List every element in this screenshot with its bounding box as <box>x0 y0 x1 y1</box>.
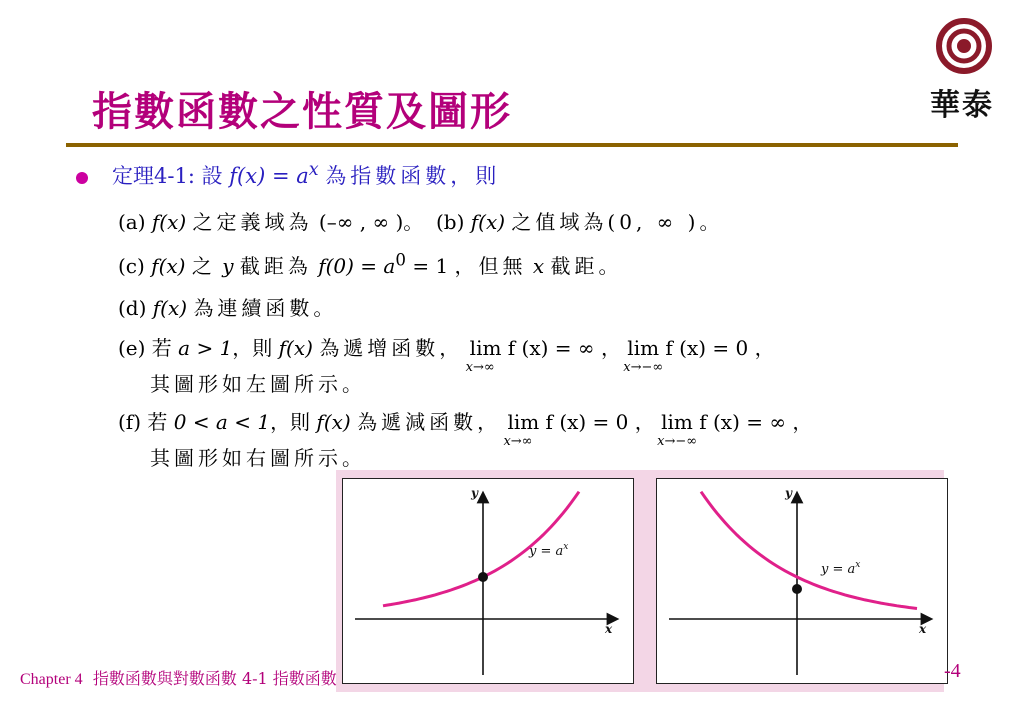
bullet-icon <box>76 172 88 184</box>
y-intercept-point <box>792 584 802 594</box>
property-a-fx: f(x) <box>151 210 187 234</box>
property-c-exp: 0 <box>395 250 406 270</box>
property-d-fx: f(x) <box>152 296 188 320</box>
theorem-prefix: 定理4-1: 設 <box>112 164 223 188</box>
property-e-limit-2: lim f (x) = 0 x→−∞ <box>623 336 749 375</box>
y-intercept-point <box>478 572 488 582</box>
property-f-text2: 為遞減函數， <box>357 410 502 434</box>
property-c-text3: ，但無 <box>454 254 527 278</box>
exponential-curve <box>701 492 917 609</box>
property-f-end: ， <box>792 410 813 434</box>
property-a-b <box>118 206 723 235</box>
page-number: -4 <box>944 660 961 682</box>
page-title: 指數函數之性質及圖形 <box>92 88 512 135</box>
footer-chapter: Chapter 4 <box>20 671 83 688</box>
property-f-label: (f) 若 <box>118 410 168 434</box>
x-axis-label: x <box>919 622 927 636</box>
property-a-text: 之定義域為 <box>192 210 313 234</box>
footer-section: 4-1 <box>241 669 268 688</box>
logo-ring-icon <box>936 18 992 74</box>
property-c-y: y <box>222 254 234 278</box>
footer-chapter-title: 指數函數與對數函數 <box>92 669 237 688</box>
property-e-limit-2-sub: x→−∞ <box>623 360 664 375</box>
graph-decreasing <box>656 478 948 684</box>
property-e-cond: a > 1 <box>178 336 233 360</box>
property-f-cond: 0 < a < 1 <box>173 410 271 434</box>
property-c-text2: 截距為 <box>239 254 312 278</box>
footer-section-title: 指數函數 <box>272 669 337 688</box>
property-f-limit-2-sub: x→−∞ <box>657 434 698 449</box>
property-c-x: x <box>532 254 545 278</box>
property-f-fx: f(x) <box>316 410 351 434</box>
property-b-label: (b) <box>435 210 465 234</box>
property-e-end: ， <box>754 336 775 360</box>
theorem-suffix: 為指數函數，則 <box>325 164 501 188</box>
property-c <box>118 250 623 279</box>
property-e-limit-1: lim f (x) = ∞ x→∞ <box>465 336 595 375</box>
property-f-limit-1: lim f (x) = 0 x→∞ <box>503 410 629 449</box>
property-f-text1: ，則 <box>270 410 311 434</box>
property-e-label: (e) 若 <box>118 336 172 360</box>
property-e-text2: 為遞增函數， <box>319 336 464 360</box>
property-e <box>118 332 775 375</box>
property-b-text: 之值域為(0, ∞ )。 <box>511 210 724 234</box>
y-axis-label: y <box>471 486 478 500</box>
title-divider <box>66 143 958 147</box>
property-f-sep: ， <box>634 410 655 434</box>
property-c-eq: = 1 <box>412 254 449 278</box>
property-b-fx: f(x) <box>470 210 506 234</box>
property-e-line2: 其圖形如左圖所示。 <box>150 372 366 396</box>
property-c-text4: 截距。 <box>550 254 623 278</box>
theorem-exponent: x <box>308 160 319 180</box>
property-f-limit-1-sub: x→∞ <box>503 434 533 449</box>
property-d <box>118 292 337 321</box>
property-f-limit-2: lim f (x) = ∞ x→−∞ <box>657 410 787 449</box>
property-c-fx: f(x) <box>151 254 186 278</box>
property-f-line2: 其圖形如右圖所示。 <box>150 446 366 470</box>
curve-label: $y = a^x$ <box>821 560 861 577</box>
property-e-fx: f(x) <box>278 336 313 360</box>
x-axis-label: x <box>605 622 613 636</box>
property-d-label: (d) <box>118 296 147 320</box>
property-c-text1: 之 <box>191 254 216 278</box>
graph-increasing <box>342 478 634 684</box>
property-c-f0: f(0) = a <box>318 254 396 278</box>
property-e-text1: ，則 <box>232 336 273 360</box>
property-d-text: 為連續函數。 <box>193 296 338 320</box>
property-c-label: (c) <box>118 254 145 278</box>
property-e-sep: ， <box>600 336 621 360</box>
property-a-label: (a) <box>118 210 146 234</box>
huatai-logo <box>918 18 1006 128</box>
graph-increasing-svg <box>343 479 633 683</box>
property-a-value: (–∞ , ∞ )。 <box>318 210 424 234</box>
property-f <box>118 406 813 449</box>
theorem-statement <box>112 160 500 190</box>
graph-decreasing-svg <box>657 479 947 683</box>
curve-label: $y = a^x$ <box>529 542 569 559</box>
footer <box>20 666 337 689</box>
y-axis-label: y <box>785 486 792 500</box>
logo-text: 華泰 <box>930 88 994 123</box>
property-e-limit-1-sub: x→∞ <box>465 360 495 375</box>
theorem-function: f(x) = a <box>229 164 309 188</box>
